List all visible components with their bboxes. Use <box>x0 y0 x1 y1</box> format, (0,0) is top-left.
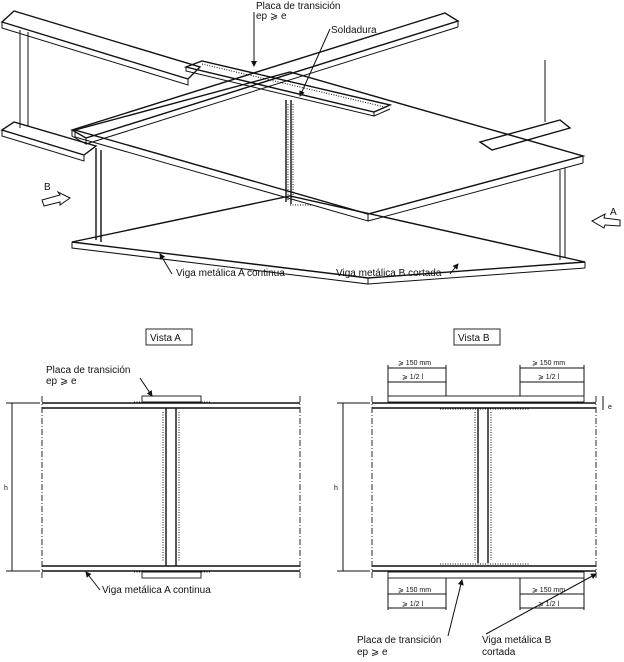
svg-text:⩾ 1/2 l: ⩾ 1/2 l <box>402 601 424 608</box>
svg-text:⩾ 150 mm: ⩾ 150 mm <box>532 587 566 594</box>
iso-placa-sub: ep ⩾ e <box>256 11 287 22</box>
vista-b-placa-label: Placa de transición <box>357 635 442 646</box>
vista-a-title: Vista A <box>150 333 181 344</box>
transition-plate-iso <box>186 61 390 116</box>
vista-b-h: h <box>334 485 338 492</box>
vista-b-title: Vista B <box>458 333 490 344</box>
beam-b-left <box>2 11 200 161</box>
iso-soldadura-label: Soldadura <box>331 25 377 36</box>
vista-b <box>334 329 612 658</box>
dim-top-right <box>520 360 584 396</box>
vista-a-h: h <box>4 485 8 492</box>
vista-a-viga-label: Viga metálica A continua <box>102 585 211 596</box>
svg-text:⩾ 150 mm: ⩾ 150 mm <box>398 587 432 594</box>
dim-top-left <box>388 360 446 396</box>
vista-b-viga-label-2: cortada <box>482 647 516 658</box>
arrow-a <box>592 207 620 228</box>
svg-text:⩾ 1/2 l: ⩾ 1/2 l <box>538 601 560 608</box>
vista-a-placa-sub: ep ⩾ e <box>46 376 77 387</box>
iso-viga-b-label: Viga metálica B cortada <box>336 268 442 279</box>
vista-a <box>4 329 300 596</box>
svg-text:⩾ 1/2 l: ⩾ 1/2 l <box>538 374 560 381</box>
iso-viga-a-label: Viga metálica A continua <box>176 268 285 279</box>
arrow-b <box>42 182 70 206</box>
isometric-view <box>2 1 620 284</box>
vista-b-e: e <box>608 404 612 411</box>
svg-text:B: B <box>44 182 51 193</box>
svg-text:⩾ 150 mm: ⩾ 150 mm <box>398 360 432 367</box>
vista-b-viga-label-1: Viga metálica B <box>482 635 552 646</box>
svg-text:⩾ 1/2 l: ⩾ 1/2 l <box>402 374 424 381</box>
vista-a-placa-label: Placa de transición <box>46 365 131 376</box>
beam-b-front <box>72 72 585 284</box>
svg-text:A: A <box>610 207 617 218</box>
vista-b-placa-sub: ep ⩾ e <box>357 647 388 658</box>
dim-bottom-right <box>520 578 584 610</box>
iso-placa-label: Placa de transición <box>256 1 341 12</box>
dim-bottom-left <box>388 578 446 610</box>
svg-text:⩾ 150 mm: ⩾ 150 mm <box>532 360 566 367</box>
